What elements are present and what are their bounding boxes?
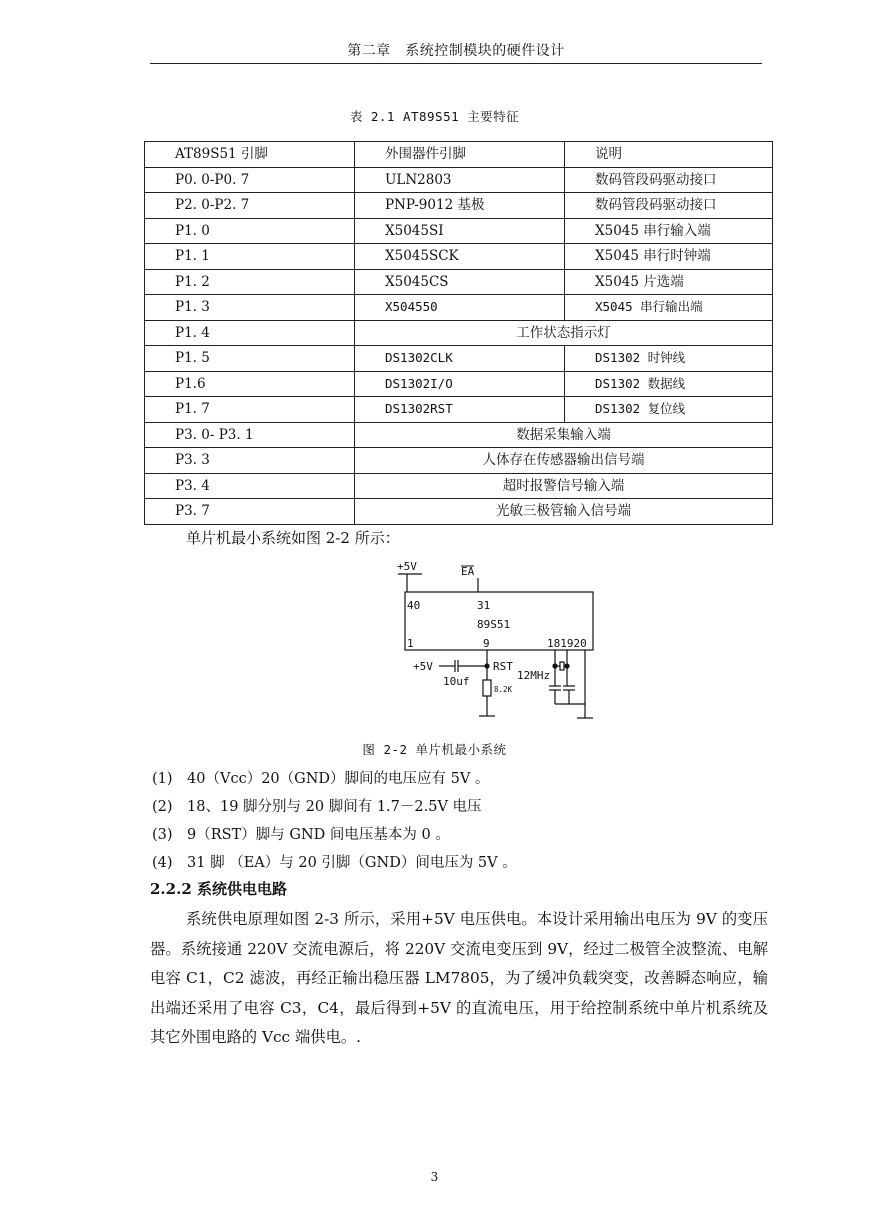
table-cell: X5045SCK — [355, 244, 565, 270]
table-cell: X5045 串行时钟端 — [565, 244, 773, 270]
ea-label: EA — [461, 565, 475, 578]
table-cell: 工作状态指示灯 — [355, 320, 773, 346]
figure-caption: 图 2-2 单片机最小系统 — [362, 742, 507, 757]
table-row — [145, 320, 773, 346]
rst-label: RST — [493, 660, 513, 673]
table-cell: DS1302 时钟线 — [565, 346, 773, 372]
table-cell: P3. 3 — [145, 448, 355, 474]
table-cell: 超时报警信号输入端 — [355, 473, 773, 499]
xtal-label: 12MHz — [517, 669, 551, 682]
table-cell: P2. 0-P2. 7 — [145, 193, 355, 219]
note-line: (4) 31 脚 （EA）与 20 引脚（GND）间电压为 5V 。 — [152, 855, 517, 871]
table-cell: X504550 — [355, 295, 565, 321]
table-row — [145, 295, 773, 321]
table-caption: 表 2.1 AT89S51 主要特征 — [349, 109, 520, 124]
header-cell: 外围器件引脚 — [355, 142, 565, 168]
header-cell: 说明 — [565, 142, 773, 168]
table-cell: 人体存在传感器输出信号端 — [355, 448, 773, 474]
header-cell: AT89S51 引脚 — [145, 142, 355, 168]
table-cell: P1. 3 — [145, 295, 355, 321]
note-line: (2) 18、19 脚分别与 20 脚间有 1.7－2.5V 电压 — [152, 799, 482, 815]
table-cell: P1. 4 — [145, 320, 355, 346]
minimum-system-diagram — [395, 558, 610, 728]
table-cell: PNP-9012 基极 — [355, 193, 565, 219]
page-header: 第二章 系统控制模块的硬件设计 — [347, 43, 565, 59]
table-cell: P1. 2 — [145, 269, 355, 295]
table-cell: ULN2803 — [355, 167, 565, 193]
table-cell: 数码管段码驱动接口 — [565, 167, 773, 193]
table-cell: P1. 1 — [145, 244, 355, 270]
res-label: 8.2K — [494, 685, 513, 694]
table-row — [145, 167, 773, 193]
pin-table — [144, 141, 773, 525]
table-row — [145, 473, 773, 499]
table-cell: 数据采集输入端 — [355, 422, 773, 448]
table-row — [145, 269, 773, 295]
table-cell: P1. 7 — [145, 397, 355, 423]
vcc-label: +5V — [397, 560, 417, 573]
table-cell: 光敏三极管输入信号端 — [355, 499, 773, 525]
table-cell: P1.6 — [145, 371, 355, 397]
table-cell: P3. 7 — [145, 499, 355, 525]
header-rule — [150, 63, 762, 64]
table-cell: 数码管段码驱动接口 — [565, 193, 773, 219]
table-cell: DS1302 数据线 — [565, 371, 773, 397]
table-cell: P3. 0- P3. 1 — [145, 422, 355, 448]
table-row — [145, 371, 773, 397]
pin-table-body — [145, 142, 773, 525]
table-cell: DS1302CLK — [355, 346, 565, 372]
note-line: (3) 9（RST）脚与 GND 间电压基本为 0 。 — [152, 827, 450, 843]
cap-label: 10uf — [443, 675, 470, 688]
xtal-pins-label: 181920 — [547, 637, 587, 650]
table-row — [145, 244, 773, 270]
table-row — [145, 218, 773, 244]
pin31-label: 31 — [477, 599, 491, 612]
table-row — [145, 346, 773, 372]
table-cell: DS1302I/O — [355, 371, 565, 397]
table-cell: DS1302 复位线 — [565, 397, 773, 423]
table-header-row — [145, 142, 773, 168]
pin40-label: 40 — [407, 599, 421, 612]
table-cell: P1. 5 — [145, 346, 355, 372]
table-row — [145, 193, 773, 219]
table-cell: P0. 0-P0. 7 — [145, 167, 355, 193]
table-cell: X5045 串行输入端 — [565, 218, 773, 244]
intro-text: 单片机最小系统如图 2-2 所示： — [186, 529, 400, 547]
table-cell: P1. 0 — [145, 218, 355, 244]
table-row — [145, 448, 773, 474]
section-title: 2.2.2 系统供电电路 — [150, 880, 287, 898]
table-cell: X5045 串行输出端 — [565, 295, 773, 321]
table-cell: DS1302RST — [355, 397, 565, 423]
table-cell: X5045CS — [355, 269, 565, 295]
pin1-label: 1 — [407, 637, 414, 650]
pin9-label: 9 — [483, 637, 490, 650]
note-line: (1) 40（Vcc）20（GND）脚间的电压应有 5V 。 — [152, 771, 490, 787]
body-paragraph: 系统供电原理如图 2-3 所示，采用+5V 电压供电。本设计采用输出电压为 9V 的变压器。系统接通 220V 交流电源后，将 220V 交流电变压到 9V，经过二极管全波整流、电解电容 C1，C2 滤波，再经正输出稳压器 LM7805，为了缓冲负载突变，改善瞬态响应，输出端还采用了电容 C3，C4，最后得到+5V 的直流电压，用于给控制系统中单片机系统及其它外围电路的 Vcc 端供电。. — [150, 910, 768, 1046]
vcc2-label: +5V — [413, 660, 433, 673]
page-number: 3 — [430, 1170, 439, 1184]
table-cell: X5045 片选端 — [565, 269, 773, 295]
chip-label: 89S51 — [477, 618, 511, 631]
table-row — [145, 422, 773, 448]
table-cell: X5045SI — [355, 218, 565, 244]
table-cell: P3. 4 — [145, 473, 355, 499]
table-row — [145, 499, 773, 525]
table-row — [145, 397, 773, 423]
